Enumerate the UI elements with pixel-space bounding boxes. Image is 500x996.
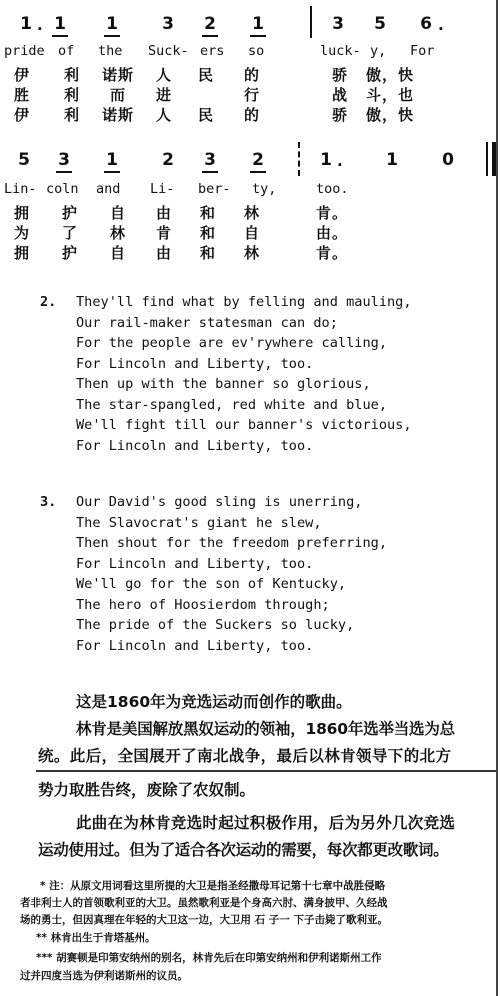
lyric-syllable: 了: [62, 224, 79, 242]
lyric-syllable: 斗，也: [366, 86, 415, 104]
verse-2: [76, 292, 412, 456]
prose-line: 势力取胜告终，废除了农奴制。: [38, 781, 256, 799]
note: 2: [162, 150, 174, 170]
lyric-syllable: 人: [156, 106, 173, 124]
lyric-syllable: 自: [244, 224, 261, 242]
note: 3: [202, 150, 218, 173]
note: 5: [18, 150, 30, 170]
prose-line: 此曲在为林肯竞选时起过积极作用，后为另外几次竞选: [76, 814, 456, 832]
note: 1: [52, 14, 68, 37]
lyric-syllable: 进: [156, 86, 173, 104]
lyrics-chinese-row-2-line-3: [0, 242, 500, 262]
lyrics-chinese-row-2-line-2: [0, 222, 500, 242]
note: 2: [250, 150, 266, 173]
lyric-syllable: 肯。: [316, 204, 349, 222]
verse-line: The hero of Hoosierdom through;: [76, 596, 330, 613]
lyric-syllable: Lin-: [4, 181, 37, 197]
final-bar-line-thick: [492, 142, 496, 176]
lyrics-chinese-row-2-line-1: [0, 202, 500, 222]
lyric-syllable: 护: [62, 204, 79, 222]
verse-number: 3.: [40, 494, 57, 510]
dashed-bar-line: [298, 142, 300, 176]
lyric-syllable: 护: [62, 244, 79, 262]
lyric-syllable: 为: [14, 224, 31, 242]
lyric-syllable: Suck-: [148, 43, 189, 59]
lyric-syllable: so: [248, 43, 265, 59]
lyric-syllable: 的: [244, 66, 261, 84]
lyric-syllable: 民: [198, 106, 215, 124]
lyric-syllable: 和: [200, 204, 217, 222]
lyric-syllable: 自: [110, 204, 127, 222]
bar-line: [310, 6, 312, 38]
lyric-syllable: ty,: [252, 181, 277, 197]
verse-line: For the people are ev'rywhere calling,: [76, 335, 387, 351]
lyric-syllable: 伊: [14, 106, 31, 124]
lyric-syllable: 利: [64, 86, 81, 104]
note: 0: [442, 150, 454, 170]
verse-line: Our David's good sling is unerring,: [76, 494, 363, 510]
verse-number: 2.: [40, 294, 57, 310]
lyric-syllable: 林: [110, 224, 127, 242]
lyrics-chinese-row-1-line-3: [0, 104, 500, 124]
notation-row-2: [0, 150, 500, 174]
footnote-line: ** 林肯出生于肯塔基州。: [36, 932, 156, 944]
section-rule: [36, 770, 496, 772]
verse-line: Then up with the banner so glorious,: [76, 376, 371, 392]
verse-line: For Lincoln and Liberty, too.: [76, 637, 314, 654]
verse-3: [76, 492, 387, 656]
verse-line: For Lincoln and Liberty, too.: [76, 555, 314, 572]
lyric-syllable: 的: [244, 106, 261, 124]
lyric-syllable: 由: [156, 244, 173, 262]
lyric-syllable: 伊: [14, 66, 31, 84]
lyric-syllable: 拥: [14, 244, 31, 262]
lyric-syllable: y,: [370, 43, 387, 59]
lyric-syllable: 利: [64, 66, 81, 84]
lyric-syllable: luck-: [320, 43, 361, 59]
lyric-syllable: 自: [110, 244, 127, 262]
lyric-syllable: 肯: [156, 224, 173, 242]
note: 3: [162, 14, 174, 34]
lyric-syllable: 骄: [332, 66, 349, 84]
footnote-line: * 注：从原文用词看这里所提的大卫是指圣经撒母耳记第十七章中战胜侵略: [40, 880, 386, 892]
lyric-syllable: 傲，快: [366, 66, 415, 84]
note: 5: [374, 14, 386, 34]
lyric-syllable: 而: [110, 86, 127, 104]
verse-line: The pride of the Suckers so lucky,: [76, 617, 355, 633]
prose-line: 统。此后，全国展开了南北战争，最后以林肯领导下的北方: [38, 747, 452, 765]
verse-line: For Lincoln and Liberty, too.: [76, 437, 314, 454]
lyric-syllable: ber-: [198, 181, 231, 197]
lyrics-english-row-2: [0, 181, 500, 201]
note: 1: [250, 14, 266, 37]
verse-line: The star-spangled, red white and blue,: [76, 396, 387, 413]
lyric-syllable: 民: [198, 66, 215, 84]
note: 1: [386, 150, 398, 170]
footnote-line: 场的勇士，但因真理在年轻的大卫这一边，大卫用 石 子一 下子击毙了歌利亚。: [20, 914, 388, 926]
notation-row-1: [0, 14, 500, 38]
lyric-syllable: 林: [244, 204, 261, 222]
note: 2: [202, 14, 218, 37]
lyric-syllable: 由。: [316, 224, 349, 242]
prose-line: 林肯是美国解放黑奴运动的领袖，1860年选举当选为总: [76, 720, 455, 738]
verse-line: They'll find what by felling and mauling,: [76, 294, 412, 310]
lyric-syllable: 诺斯: [102, 66, 135, 84]
lyric-syllable: 人: [156, 66, 173, 84]
verse-line: Our rail-maker statesman can do;: [76, 314, 338, 331]
lyric-syllable: 傲，快: [366, 106, 415, 124]
verse-2-number: [40, 292, 56, 313]
lyric-syllable: 林: [244, 244, 261, 262]
lyric-syllable: 利: [64, 106, 81, 124]
augmentation-dot: .: [438, 16, 444, 34]
augmentation-dot: .: [37, 16, 43, 34]
verse-line: For Lincoln and Liberty, too.: [76, 355, 314, 372]
verse-line: We'll fight till our banner's victorious,: [76, 417, 412, 433]
lyric-syllable: 和: [200, 244, 217, 262]
lyric-syllable: 由: [156, 204, 173, 222]
lyric-syllable: 拥: [14, 204, 31, 222]
lyric-syllable: 战: [332, 86, 349, 104]
note: 1: [104, 14, 120, 37]
augmentation-dot: .: [337, 152, 343, 170]
lyric-syllable: 肯。: [316, 244, 349, 262]
lyrics-english-row-1: [0, 43, 500, 63]
lyric-syllable: For: [410, 43, 435, 59]
note: 1: [320, 150, 332, 170]
lyric-syllable: Li-: [150, 181, 175, 197]
lyric-syllable: 胜: [14, 86, 31, 104]
footnote-line: 过并四度当选为伊利诺斯州的议员。: [20, 970, 188, 982]
note: 1: [20, 14, 32, 34]
footnote-line: *** 胡赛顿是印第安纳州的别名，林肯先后在印第安纳州和伊利诺斯州工作: [36, 952, 382, 964]
note: 3: [56, 150, 72, 173]
note: 1: [104, 150, 120, 173]
verse-line: We'll go for the son of Kentucky,: [76, 576, 347, 592]
lyric-syllable: ers: [200, 43, 225, 59]
note: 6: [420, 14, 432, 34]
lyric-syllable: 行: [244, 86, 261, 104]
lyric-syllable: of: [58, 43, 75, 59]
lyric-syllable: 诺斯: [102, 106, 135, 124]
lyric-syllable: pride: [4, 43, 45, 59]
lyric-syllable: the: [98, 43, 123, 59]
lyrics-chinese-row-1-line-1: [0, 64, 500, 84]
verse-3-number: [40, 492, 56, 513]
lyrics-chinese-row-1-line-2: [0, 84, 500, 104]
lyric-syllable: and: [96, 181, 121, 197]
verse-line: Then shout for the freedom preferring,: [76, 535, 387, 551]
prose-line: 这是1860年为竞选运动而创作的歌曲。: [76, 693, 352, 711]
lyric-syllable: coln: [46, 181, 79, 197]
verse-line: The Slavocrat's giant he slew,: [76, 514, 322, 531]
lyric-syllable: too.: [316, 181, 349, 197]
final-bar-line: [486, 142, 488, 176]
footnote-line: 者非利士人的首领歌利亚的大卫。虽然歌利亚是个身高六肘、满身披甲、久经战: [20, 897, 388, 909]
prose-line: 运动使用过。但为了适合各次运动的需要，每次都更改歌词。: [38, 841, 449, 859]
lyric-syllable: 骄: [332, 106, 349, 124]
lyric-syllable: 和: [200, 224, 217, 242]
note: 3: [332, 14, 344, 34]
